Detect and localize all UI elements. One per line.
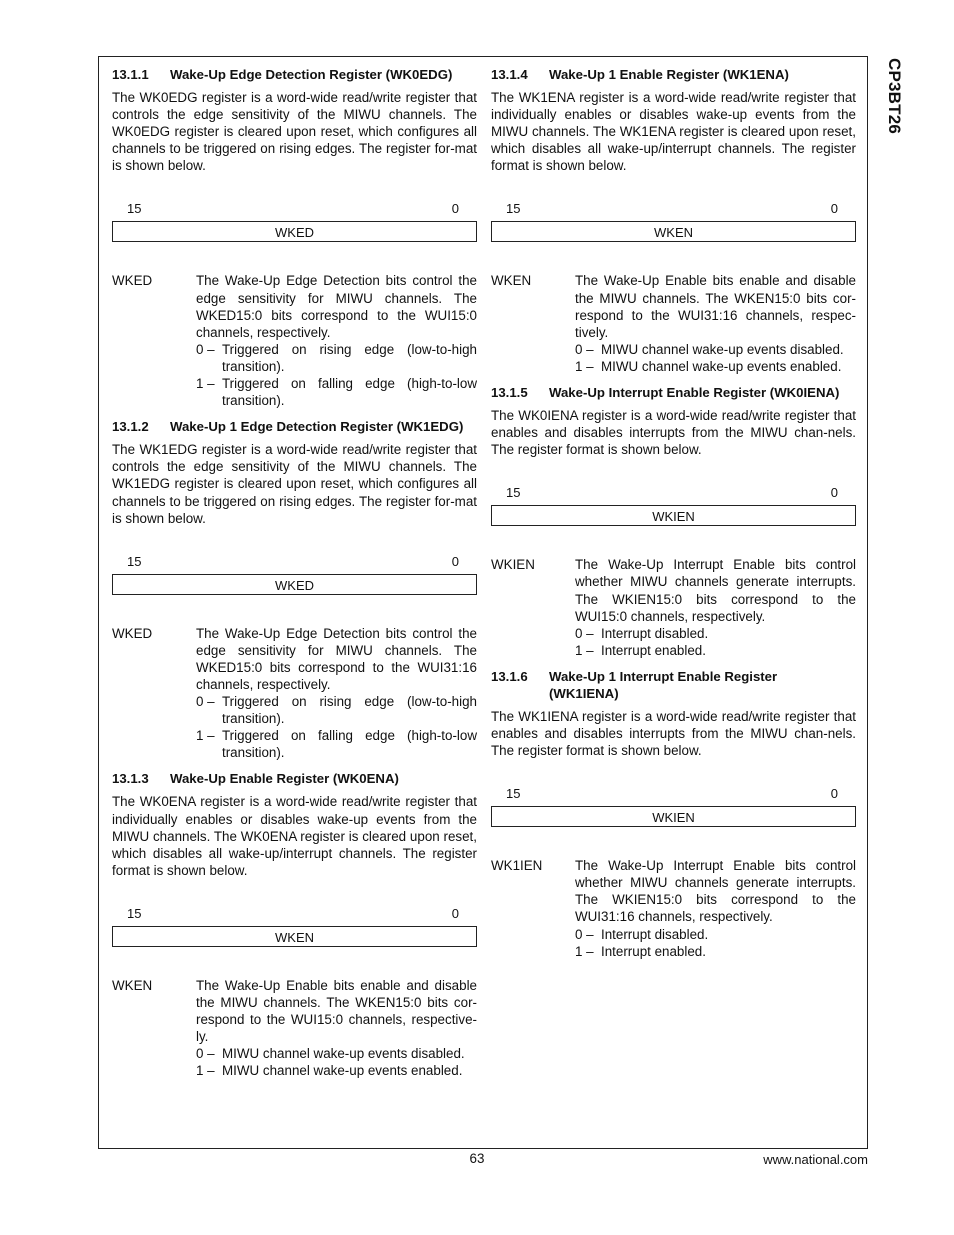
field-text: The Wake-Up Edge Detection bits control the edge sensitivity for MIWU channels. The WKED15:0 bits correspond to the WUI15:0 channels, respectively.: [196, 273, 477, 340]
option-item: [575, 642, 856, 659]
section-heading: [112, 418, 477, 435]
section-heading: [112, 66, 477, 83]
register-diagram: [491, 785, 856, 827]
option-item: [196, 693, 477, 727]
option-text: Triggered on falling edge (high-to-low transition).: [222, 728, 477, 761]
option-key: 1 –: [575, 358, 594, 374]
field-text: The Wake-Up Interrupt Enable bits control whether MIWU channels generate interrupts. The WKIEN15:0 bits correspond to the WUI15:0 channels, respectively.: [575, 557, 856, 624]
option-key: 1 –: [196, 1063, 215, 1079]
option-text: MIWU channel wake-up events disabled.: [601, 341, 844, 357]
section-title: Wake-Up 1 Edge Detection Register (WK1EDG): [170, 419, 464, 435]
section-title: Wake-Up 1 Enable Register (WK1ENA): [549, 67, 789, 82]
section-body: The WK0EDG register is a word-wide read/write register that controls the edge sensitivity of the MIWU channels. The WK0EDG register is cleared upon reset, which configures all channels to be triggered on rising edges. The register for-mat is shown below.: [112, 90, 477, 174]
register-field-box: WKED: [112, 221, 477, 242]
section-heading: [112, 770, 477, 787]
field-name: WKED: [112, 273, 153, 289]
register-field-box: WKED: [112, 574, 477, 595]
option-key: 0 –: [196, 694, 215, 710]
section-heading: [491, 66, 856, 83]
field-text: The Wake-Up Interrupt Enable bits control whether MIWU channels generate interrupts. The WKIEN15:0 bits correspond to the WUI31:16 channels, respectively.: [575, 858, 856, 925]
page-number: 63: [469, 1151, 485, 1166]
field-description: [112, 977, 477, 1080]
field-text: The Wake-Up Enable bits enable and disable the MIWU channels. The WKEN15:0 bits cor-respond to the WUI31:16 channels, respec-tively.: [575, 273, 856, 340]
section-body: The WK1EDG register is a word-wide read/write register that controls the edge sensitivity of the MIWU channels. The WK1EDG register is cleared upon reset, which configures all channels to be triggered on rising edges. The register for-mat is shown below.: [112, 442, 477, 526]
left-column: [112, 66, 477, 1079]
register-field-box: WKEN: [112, 926, 477, 947]
bit-high-label: 15: [506, 201, 521, 217]
register-diagram: [112, 905, 477, 947]
register-diagram: [112, 553, 477, 595]
bit-high-label: 15: [127, 201, 142, 217]
section-title: Wake-Up Edge Detection Register (WK0EDG): [170, 67, 453, 82]
side-title: [876, 58, 906, 178]
option-item: [196, 727, 477, 761]
field-description: [491, 556, 856, 659]
section-number: 13.1.3: [112, 771, 149, 787]
option-text: Triggered on rising edge (low-to-high transition).: [222, 694, 477, 727]
bit-low-label: 0: [451, 553, 459, 569]
option-key: 1 –: [196, 376, 215, 392]
register-diagram: [112, 200, 477, 242]
section-body: The WK1ENA register is a word-wide read/write register that individually enables or disables wake-up events from the MIWU channels. The WK1ENA register is cleared upon reset, which disables all wake-up/interrupt channels. The register format is shown below.: [491, 90, 856, 174]
field-description: [491, 857, 856, 960]
option-item: [575, 625, 856, 642]
section-heading: [491, 668, 856, 702]
section-title: Wake-Up Interrupt Enable Register (WK0IENA): [549, 385, 840, 401]
section-title: Wake-Up 1 Interrupt Enable Register (WK1IENA): [549, 668, 778, 701]
option-item: [575, 943, 856, 960]
option-text: Triggered on falling edge (high-to-low transition).: [222, 376, 477, 409]
option-text: Interrupt enabled.: [601, 943, 706, 959]
footer-url[interactable]: www.national.com: [763, 1152, 868, 1167]
option-text: MIWU channel wake-up events enabled.: [601, 358, 842, 374]
field-text: The Wake-Up Edge Detection bits control the edge sensitivity for MIWU channels. The WKED15:0 bits correspond to the WUI31:16 channels, respectively.: [196, 625, 477, 692]
option-key: 0 –: [196, 1046, 215, 1062]
field-description: [112, 272, 477, 409]
option-key: 1 –: [575, 642, 594, 658]
option-item: [196, 375, 477, 409]
register-field-box: WKIEN: [491, 806, 856, 827]
option-text: MIWU channel wake-up events disabled.: [222, 1046, 465, 1062]
section-number: 13.1.1: [112, 67, 149, 82]
field-name: WKIEN: [491, 557, 535, 573]
section-body: The WK0ENA register is a word-wide read/write register that individually enables or disables wake-up events from the MIWU channels. The WK0ENA register is cleared upon reset, which disables all wake-up/interrupt channels. The register format is shown below.: [112, 794, 477, 878]
option-key: 1 –: [196, 728, 215, 744]
bit-high-label: 15: [506, 786, 521, 802]
section-body: The WK1IENA register is a word-wide read/write register that enables and disables interrupts from the MIWU chan-nels. The register format is shown below.: [491, 708, 856, 759]
option-text: Interrupt disabled.: [601, 625, 709, 641]
field-name: WKEN: [491, 273, 532, 289]
field-text: The Wake-Up Enable bits enable and disable the MIWU channels. The WKEN15:0 bits cor-respond to the WUI15:0 channels, respective-ly.: [196, 977, 477, 1045]
field-name: WKED: [112, 625, 153, 641]
option-text: MIWU channel wake-up events enabled.: [222, 1063, 463, 1079]
option-item: [575, 358, 856, 375]
bit-low-label: 0: [830, 485, 838, 501]
option-item: [575, 926, 856, 943]
register-diagram: [491, 200, 856, 242]
field-name: WK1IEN: [491, 858, 543, 874]
section-body: The WK0IENA register is a word-wide read/write register that enables and disables interrupts from the MIWU chan-nels. The register format is shown below.: [491, 408, 856, 458]
section-title: Wake-Up Enable Register (WK0ENA): [170, 771, 399, 787]
right-column: [491, 66, 856, 960]
option-text: Interrupt enabled.: [601, 642, 706, 658]
bit-high-label: 15: [506, 485, 521, 501]
option-text: Interrupt disabled.: [601, 926, 709, 942]
option-key: 0 –: [196, 341, 215, 357]
register-field-box: WKEN: [491, 221, 856, 242]
option-key: 0 –: [575, 926, 594, 942]
field-description: [112, 625, 477, 762]
bit-low-label: 0: [451, 905, 459, 921]
option-key: 0 –: [575, 341, 594, 357]
option-key: 1 –: [575, 943, 594, 959]
section-number: 13.1.5: [491, 385, 528, 401]
option-item: [196, 341, 477, 375]
bit-low-label: 0: [830, 786, 838, 802]
bit-low-label: 0: [830, 201, 838, 217]
section-heading: [491, 384, 856, 401]
section-number: 13.1.4: [491, 67, 528, 82]
register-diagram: [491, 484, 856, 526]
section-number: 13.1.2: [112, 419, 149, 435]
register-field-box: WKIEN: [491, 505, 856, 526]
section-number: 13.1.6: [491, 668, 528, 684]
field-description: [491, 272, 856, 375]
bit-high-label: 15: [127, 905, 142, 921]
option-text: Triggered on rising edge (low-to-high transition).: [222, 341, 477, 374]
side-title-text: CP3BT26: [885, 58, 904, 135]
field-name: WKEN: [112, 977, 153, 993]
option-item: [196, 1045, 477, 1062]
option-key: 0 –: [575, 625, 594, 641]
option-item: [196, 1062, 477, 1079]
bit-low-label: 0: [451, 201, 459, 217]
bit-high-label: 15: [127, 553, 142, 569]
option-item: [575, 341, 856, 358]
